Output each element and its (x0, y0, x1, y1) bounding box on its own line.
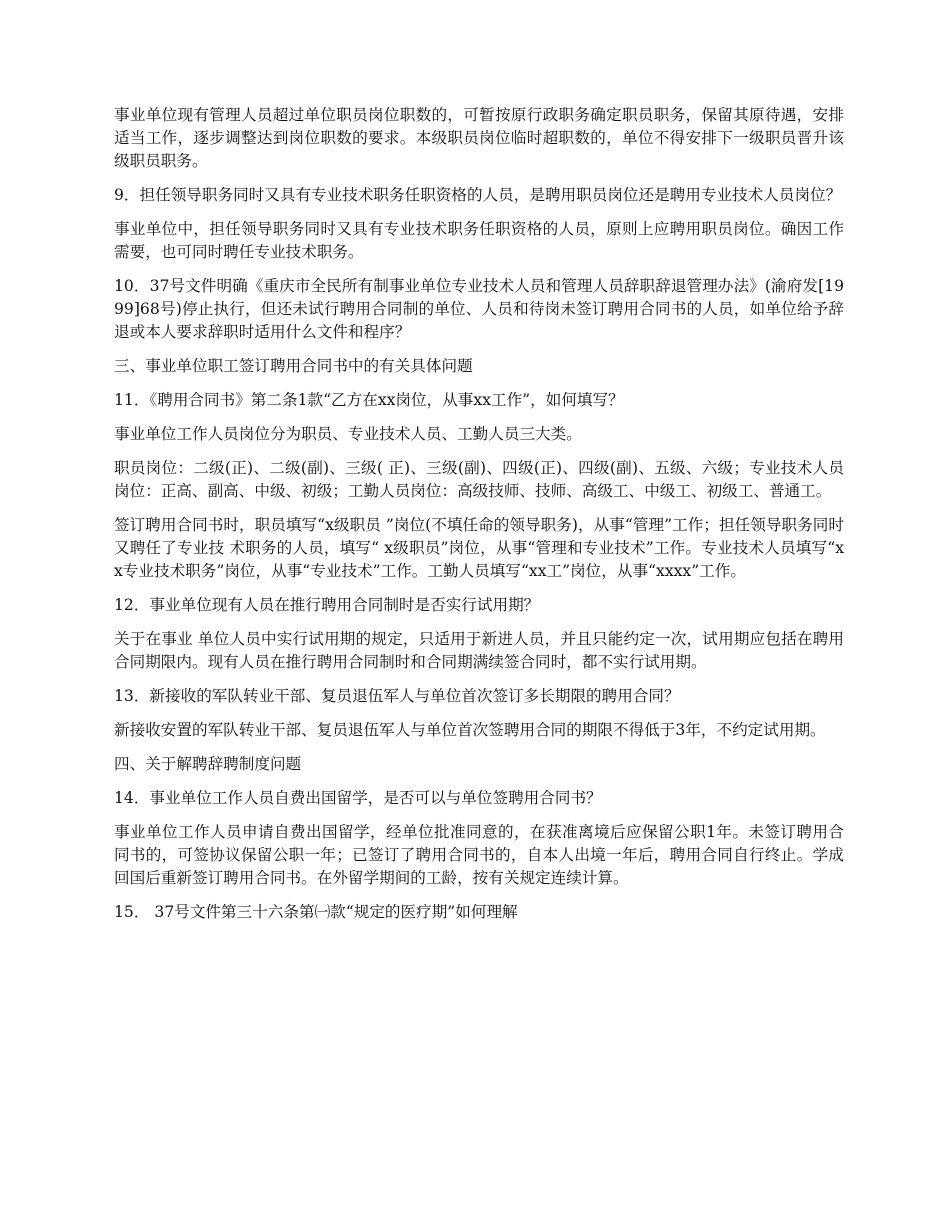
para-staff-excess: 事业单位现有管理人员超过单位职员岗位职数的，可暂按原行政职务确定职员职务，保留其原待遇，安排适当工作，逐步调整达到岗位职数的要求。本级职员岗位临时超职数的，单位不得安排下一级职员晋升该级职员职务。 (114, 106, 844, 170)
answer-11-positions: 职员岗位：二级(正)、二级(副)、三级( 正)、三级(副)、四级(正)、四级(副)、五级、六级；专业技术人员岗位：正高、副高、中级、初级；工勤人员岗位：高级技师、技师、高级工、中级工、初级工、普通工。 (114, 459, 844, 500)
question-10: 10．37号文件明确《重庆市全民所有制事业单位专业技术人员和管理人员辞职辞退管理办法》(渝府发[1999]68号)停止执行，但还未试行聘用合同制的单位、人员和待岗未签订聘用合同书的人员，如单位给予辞退或本人要求辞职时适用什么文件和程序？ (114, 277, 844, 341)
section-heading-4: 四、关于解聘辞聘制度问题 (114, 755, 302, 773)
answer-11-filling: 签订聘用合同书时，职员填写“x级职员 ”岗位(不填任命的领导职务)，从事“管理”工作；担任领导职务同时又聘任了专业技 术职务的人员，填写“ x级职员”岗位，从事“管理和专业技术”工作。专业技术人员填写“xx专业技术职务”岗位，从事“专业技术”工作。工勤人员填写“xx工”岗位，从事“xxxx”工作。 (114, 516, 844, 580)
answer-11-categories: 事业单位工作人员岗位分为职员、专业技术人员、工勤人员三大类。 (114, 425, 582, 443)
document-page (114, 104, 844, 935)
question-13: 13．新接收的军队转业干部、复员退伍军人与单位首次签订多长期限的聘用合同？ (114, 687, 680, 705)
section-heading-3: 三、事业单位职工签订聘用合同书中的有关具体问题 (114, 357, 473, 375)
answer-13: 新接收安置的军队转业干部、复员退伍军人与单位首次签聘用合同的期限不得低于3年，不约定试用期。 (114, 721, 826, 739)
question-12: 12．事业单位现有人员在推行聘用合同制时是否实行试用期？ (114, 596, 540, 614)
question-14: 14．事业单位工作人员自费出国留学，是否可以与单位签聘用合同书？ (114, 789, 602, 807)
question-15: 15． 37号文件第三十六条第㈠款“规定的医疗期”如何理解 (114, 903, 518, 921)
answer-12: 关于在事业 单位人员中实行试用期的规定，只适用于新进人员，并且只能约定一次，试用期应包括在聘用合同期限内。现有人员在推行聘用合同制时和合同期满续签合同时，都不实行试用期。 (114, 630, 844, 671)
question-11: 11．《聘用合同书》第二条1款“乙方在xx岗位，从事xx工作”，如何填写？ (114, 391, 624, 409)
question-9: 9．担任领导职务同时又具有专业技术职务任职资格的人员，是聘用职员岗位还是聘用专业技术人员岗位？ (114, 186, 842, 204)
answer-14: 事业单位工作人员申请自费出国留学，经单位批准同意的，在获准离境后应保留公职1年。未签订聘用合 同书的，可签协议保留公职一年；已签订了聘用合同书的，自本人出境一年后，聘用合同自行终止。学成回国后重新签订聘用合同书。在外留学期间的工龄，按有关规定连续计算。 (114, 823, 844, 887)
answer-9: 事业单位中，担任领导职务同时又具有专业技术职务任职资格的人员，原则上应聘用职员岗位。确因工作需要，也可同时聘任专业技术职务。 (114, 220, 844, 261)
